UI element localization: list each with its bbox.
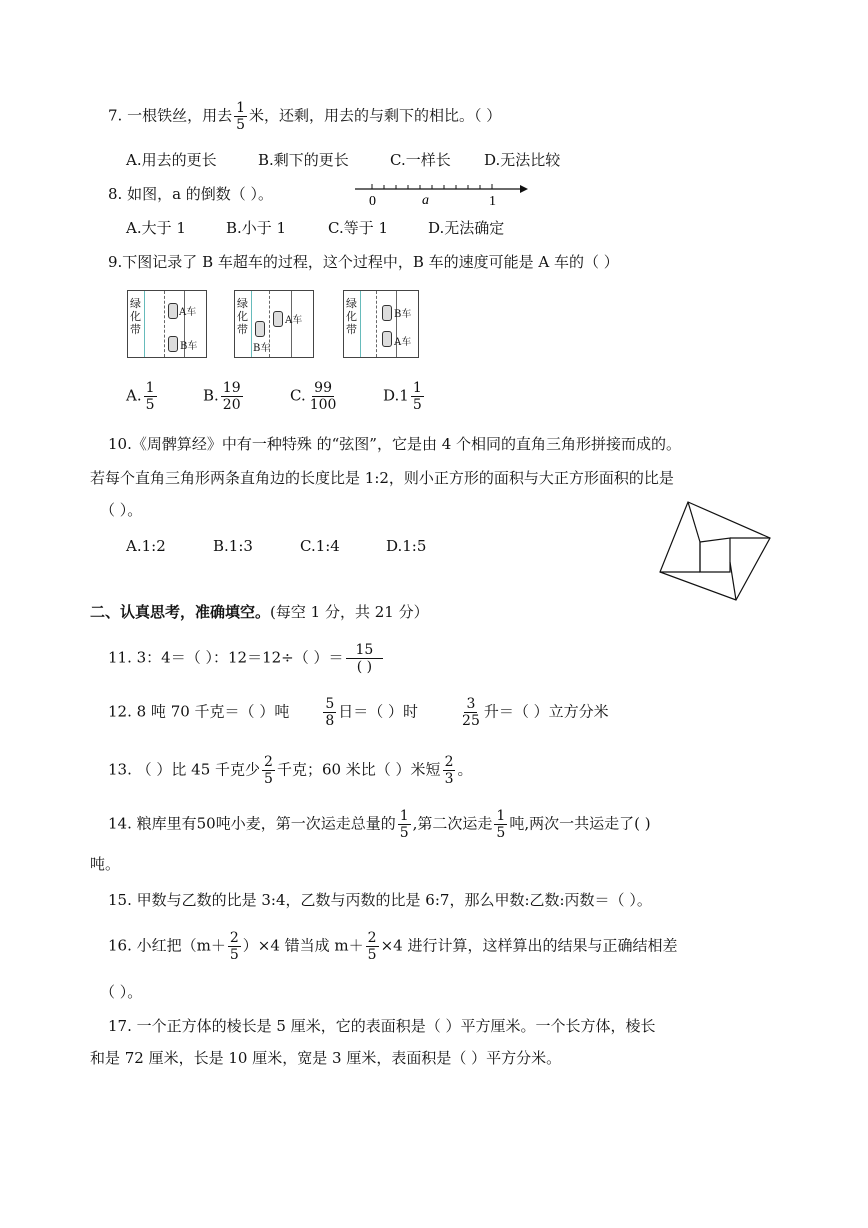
car-a-label: A车 [285, 315, 303, 326]
car-b-label: B车 [180, 341, 198, 352]
q7-option-a[interactable]: A.用去的更长 [126, 151, 217, 169]
q10-option-d[interactable]: D.1:5 [386, 537, 427, 555]
question-17-line-2: 和是 72 厘米，长是 10 厘米，宽是 3 厘米，表面积是（ ）平方分米。 [90, 1049, 562, 1067]
q7-fraction: $\frac{1}{5}$ [236, 100, 246, 133]
axis-label-0: 0 [369, 194, 376, 208]
car-a-label: A车 [394, 337, 412, 348]
car-a-icon [273, 311, 283, 327]
section-2-note: (每空 1 分，共 21 分） [270, 603, 429, 621]
axis-label-a: a [422, 193, 429, 208]
car-a-icon [382, 331, 392, 347]
q8-option-d[interactable]: D.无法确定 [428, 219, 505, 237]
xian-tu-diagram [656, 500, 776, 604]
question-9: 9.下图记录了 B 车超车的过程，这个过程中，B 车的速度可能是 A 车的（ ） [108, 253, 619, 271]
question-15: 15. 甲数与乙数的比是 3:4，乙数与丙数的比是 6:7，那么甲数:乙数:丙数＝（ ）。 [108, 891, 652, 909]
green-belt-label: 绿化带 [130, 297, 141, 336]
question-14: 14. 粮库里有50吨小麦，第一次运走总量的 $\frac{1}{5}$ ,第二次运走 $\frac{1}{5}$ 吨,两次一共运走了( ) [108, 808, 651, 841]
question-10-line-1: 10.《周髀算经》中有一种特殊 的“弦图”，它是由 4 个相同的直角三角形拼接而成的。 [108, 435, 682, 453]
car-b-label: B车 [253, 343, 271, 354]
question-10-line-2: 若每个直角三角形两条直角边的长度比是 1:2，则小正方形的面积与大正方形面积的比是 [90, 469, 674, 487]
question-14-line-2: 吨。 [90, 855, 121, 873]
question-11: 11. 3：4＝（ ）：12＝12÷（ ）＝ 15 ( ) [108, 642, 385, 675]
q7-text-pre: 7. 一根铁丝，用去 [108, 106, 233, 125]
q8-option-b[interactable]: B.小于 1 [226, 219, 287, 237]
car-b-icon [382, 305, 392, 321]
overtake-panel-2 [234, 290, 314, 358]
q7-text-post: 米，还剩，用去的与剩下的相比。（ ） [249, 106, 502, 125]
q10-option-c[interactable]: C.1:4 [300, 537, 340, 555]
q9-option-d[interactable]: D.1 $\frac{1}{5}$ [383, 380, 422, 413]
q10-option-a[interactable]: A.1:2 [126, 537, 166, 555]
car-a-icon [168, 303, 178, 319]
q9-option-b[interactable]: B. $\frac{19}{20}$ [203, 380, 241, 413]
question-10-line-3: （ ）。 [100, 501, 143, 519]
q11-fraction: 15 ( ) [346, 642, 384, 675]
car-b-icon [255, 321, 265, 337]
q8-option-a[interactable]: A.大于 1 [126, 219, 186, 237]
green-belt-label: 绿化带 [346, 297, 357, 336]
q7-option-b[interactable]: B.剩下的更长 [258, 151, 349, 169]
question-16: 16. 小红把（m＋ $\frac{2}{5}$ ）×4 错当成 m＋ $\frac{2}{5}$ ×4 进行计算，这样算出的结果与正确结相差 [108, 930, 678, 963]
question-8: 8. 如图，a 的倒数（ ）。 [108, 185, 274, 203]
axis-label-1: 1 [489, 194, 496, 208]
section-2-header [90, 602, 429, 622]
question-13: 13. （ ）比 45 千克少 $\frac{2}{5}$ 千克；60 米比（ ）米短 $\frac{2}{3}$ 。 [108, 754, 473, 787]
car-a-label: A车 [179, 307, 197, 318]
q9-option-a[interactable]: A. $\frac{1}{5}$ [126, 380, 155, 413]
number-line-diagram [350, 180, 530, 208]
question-12: 12. 8 吨 70 千克＝（ ）吨 $\frac{5}{8}$ 日＝（ ）时 $\frac{3}{25}$ 升＝（ ）立方分米 [108, 696, 609, 729]
q10-option-b[interactable]: B.1:3 [213, 537, 253, 555]
question-7 [108, 100, 501, 133]
q9-option-c[interactable]: C. $\frac{99}{100}$ [290, 380, 337, 413]
q7-option-d[interactable]: D.无法比较 [484, 151, 561, 169]
car-b-icon [168, 336, 178, 352]
overtake-panel-3 [343, 290, 419, 358]
overtake-panel-1 [127, 290, 207, 358]
green-belt-label: 绿化带 [237, 297, 248, 336]
section-2-title: 二、认真思考，准确填空。 [90, 603, 271, 621]
question-16-line-2: （ ）。 [100, 983, 143, 1001]
q7-option-c[interactable]: C.一样长 [390, 151, 451, 169]
q8-option-c[interactable]: C.等于 1 [328, 219, 389, 237]
car-b-label: B车 [394, 309, 412, 320]
question-17-line-1: 17. 一个正方体的棱长是 5 厘米，它的表面积是（ ）平方厘米。一个长方体，棱长 [108, 1017, 656, 1035]
